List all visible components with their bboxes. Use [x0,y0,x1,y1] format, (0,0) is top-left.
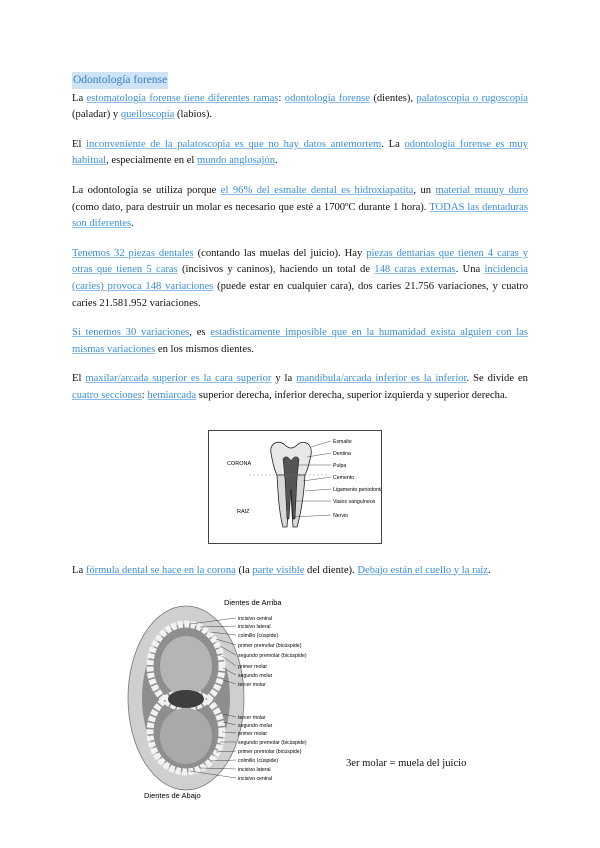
section-title: Odontología forense [72,72,168,89]
dental-arch-figure [124,596,354,802]
highlighted-phrase: material muuuy duro [435,184,529,196]
text-run: y la [271,373,297,385]
highlighted-phrase: cuatro secciones [72,389,142,401]
upper-label-3: primer premolar (bicúspide) [238,643,302,649]
text-run: La [72,92,87,104]
text-run: . Se divide en [466,373,528,385]
highlighted-phrase: estadísticamente imposible que en la humanidad exista alguien con las mismas variaciones [72,327,528,355]
text-run: (dientes), [369,92,417,104]
text-run: El [72,373,86,385]
palate [160,636,212,696]
lower-label-1: segundo molar [238,723,273,729]
paragraph-ramas [72,91,528,124]
highlighted-phrase: Tenemos 32 piezas dentales [72,247,194,259]
text-run: : [141,389,148,401]
text-run: . La [381,138,405,150]
text-run: (como dato, para destruir un molar es necesario que esté a 1700ºC durante 1 hora). [72,201,430,213]
highlighted-phrase: Si tenemos 30 variaciones [72,327,190,339]
label-corona: CORONA [227,461,252,467]
label-ligamento: Ligamento periodontal [333,487,381,493]
paragraph-hidroxiapatita [72,183,528,233]
text-run: del diente). [304,564,358,576]
lower-label-3: segundo premolar (bicúspide) [238,740,307,746]
text-run: (puede estar en cualquier cara), dos caries 21.756 variaciones, y cuatro caries 21.581.952 variaciones. [72,280,528,309]
tooth-anatomy-figure [208,430,382,544]
highlighted-phrase: odontología forense es muy habitual [72,138,528,167]
highlighted-phrase: fórmula dental se hace en la corona [85,564,236,576]
paragraph-formula-dental [72,563,528,580]
lower-label-6: incisivo lateral [238,767,271,773]
highlighted-phrase: parte visible [252,564,305,576]
label-vasos: Vasos sanguíneos [333,499,376,505]
upper-label-2: colmillo (cúspide) [238,633,279,639]
tongue [160,708,212,764]
text-run: (labios). [174,109,213,121]
upper-teeth-title: Dientes de Arriba [224,598,282,607]
lower-label-2: primer molar [238,731,268,737]
text-run: . Una [455,264,485,276]
highlighted-phrase: maxilar/arcada superior es la cara superior [85,373,272,385]
highlighted-phrase: piezas dentarias que tienen 4 caras y otras que tienen 5 caras [72,247,528,276]
text-run: . [275,155,278,167]
text-run: La [72,564,86,576]
upper-label-0: incisivo central [238,616,273,622]
highlighted-phrase: queiloscopia [120,109,175,121]
paragraph-arcadas [72,371,528,404]
text-run: . [131,218,134,230]
label-nervio: Nervio [333,513,348,519]
lower-label-5: colmillo (cúspide) [238,758,279,764]
text-run: , especialmente en el [106,155,198,167]
figure-caption: 3er molar = muela del juicio [346,758,467,769]
highlighted-phrase: 148 caras externas [374,264,456,276]
text-run: (incisivos y caninos), haciendo un total de [177,264,375,276]
lower-label-4: primer premolar (bicúspide) [238,749,302,755]
text-run: (paladar) y [72,109,121,121]
throat [168,690,204,708]
highlighted-phrase: mundo anglosajón [197,155,275,167]
highlighted-phrase: palatoscopia o rugoscopia [416,92,528,104]
paragraph-piezas-dentales [72,246,528,312]
paragraph-palatoscopia [72,137,528,170]
lower-label-7: incisivo central [238,776,273,782]
text-run: . [487,564,491,576]
upper-label-5: primer molar [238,664,268,670]
text-run: La odontología se utiliza porque [72,184,221,196]
highlighted-phrase: mandíbula/arcada inferior es la inferior [296,373,467,385]
upper-label-6: segundo molar [238,673,273,679]
lower-label-0: tercer molar [238,715,266,721]
highlighted-phrase: estomatología forense tiene diferentes ramas [86,92,279,104]
highlighted-phrase: inconveniente de la palatoscopia es que no hay datos antemortem [86,138,382,150]
label-raiz: RAIZ [237,509,250,515]
highlighted-phrase: odontología forense [284,92,370,104]
paragraph-variaciones [72,325,528,358]
upper-label-1: incisivo lateral [238,624,271,630]
label-pulpa: Pulpa [333,463,347,469]
text-run: , un [413,184,436,196]
highlighted-phrase: TODAS las dentaduras son diferentes [72,201,528,230]
highlighted-phrase: el 96% del esmalte dental es hidroxiapatita [220,184,414,196]
text-run: : [278,92,285,104]
highlighted-phrase: Debajo están el cuello y la raíz [357,564,488,576]
upper-label-7: tercer molar [238,682,266,688]
text-run: (contando las muelas del juicio). Hay [193,247,367,259]
highlighted-phrase: incidencia (caries) provoca 148 variaciones [72,264,528,292]
label-dentina: Dentina [333,451,351,457]
text-run: superior derecha, inferior derecha, superior izquierda y superior derecha. [196,389,508,401]
upper-label-4: segundo premolar (bicúspide) [238,653,307,659]
text-run: (la [235,564,253,576]
label-cemento: Cemento [333,475,355,481]
text-run: El [72,138,87,150]
text-run: , es [189,327,211,339]
highlighted-phrase: hemiarcada [147,389,197,401]
label-esmalte: Esmalte [333,439,352,445]
text-run: en los mismos dientes. [155,343,254,355]
lower-teeth-title: Dientes de Abajo [144,791,201,800]
